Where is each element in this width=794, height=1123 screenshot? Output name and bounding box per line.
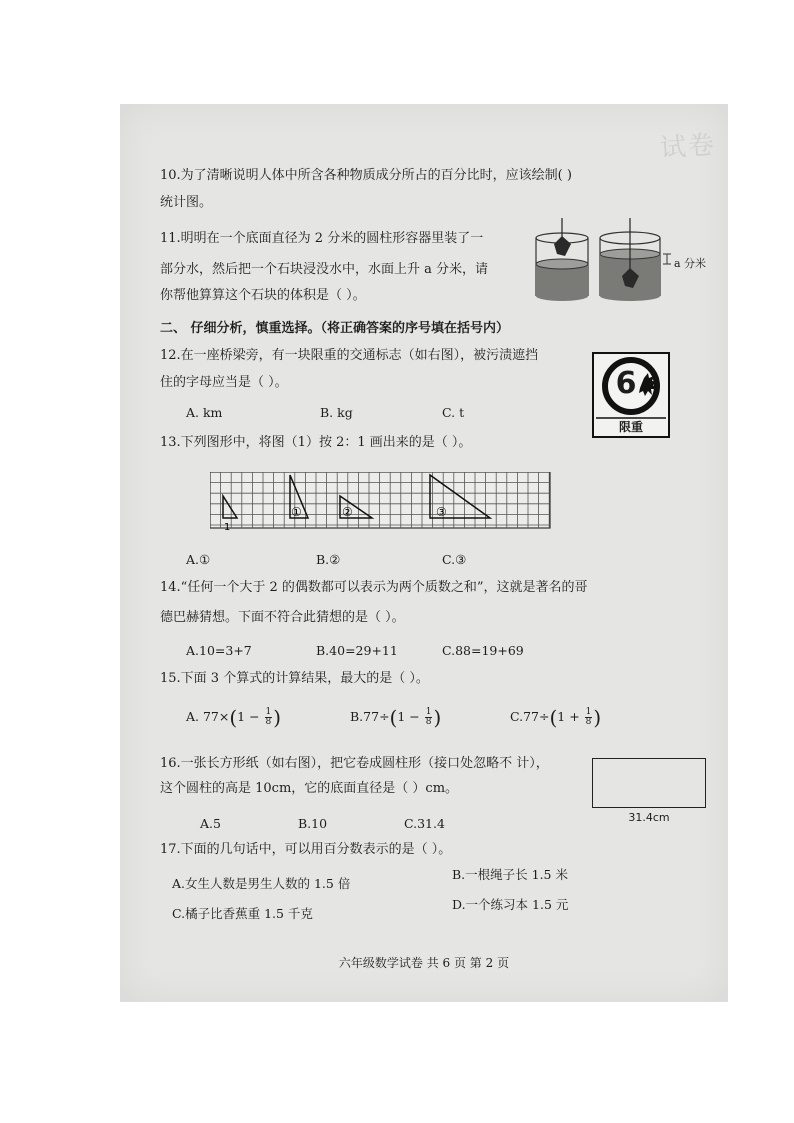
q17-option-b: B.一根绳子长 1.5 米 [452,867,568,882]
q15-b-one: 1 [397,709,406,724]
q13-grid-figure [210,472,554,530]
q13-shape-label-a: ① [291,505,302,519]
q13-shape-label-1: 1 [224,522,231,530]
q15-b-frac-den: 8 [425,717,432,727]
section2-heading: 二、 仔细分析，慎重选择。（将正确答案的序号填在括号内） [160,321,510,336]
sign-number: 6 [615,366,637,401]
q12-option-c: C. t [442,405,465,420]
q11-line1: 11.明明在一个底面直径为 2 分米的圆柱形容器里装了一 [160,231,484,246]
q14-line1: 14.“任何一个大于 2 的偶数都可以表示为两个质数之和”，这就是著名的哥 [160,580,588,595]
q15-option-b: B.77÷(1 − $\frac{1}{8}$ ) [350,705,442,730]
q10-line2: 统计图。 [160,195,213,210]
q15-a-op: − [245,709,264,724]
q17-stem: 17.下面的几句话中，可以用百分数表示的是（ ）。 [160,842,452,857]
q12-line1: 12.在一座桥梁旁，有一块限重的交通标志（如右图），被污渍遮挡 [160,348,539,363]
q13-option-b: B.② [316,552,341,567]
q15-c-frac-den: 8 [585,717,592,727]
q15-option-c-prefix: C.77÷ [510,709,550,724]
q17-option-d: D.一个练习本 1.5 元 [452,897,569,912]
q13-stem: 13.下列图形中，将图（1）按 2：1 画出来的是（ ）。 [160,435,472,450]
q14-line2: 德巴赫猜想。下面不符合此猜想的是（ ）。 [160,610,405,625]
q13-option-a: A.① [186,552,211,567]
q15-b-op: − [405,709,424,724]
q15-option-b-prefix: B.77÷ [350,709,390,724]
q15-b-frac-num: 1 [425,707,432,717]
weight-limit-sign [592,352,670,438]
q10-line1: 10.为了清晰说明人体中所含各种物质成分所占的百分比时，应该绘制( ) [160,168,572,183]
q15-a-one: 1 [237,709,246,724]
q16-rectangle-figure [592,758,706,808]
sign-caption: 限重 [618,420,643,434]
page-footer: 六年级数学试卷 共 6 页 第 2 页 [338,956,510,970]
q15-stem: 15.下面 3 个算式的计算结果，最大的是（ ）。 [160,671,429,686]
q11-line3: 你帮他算算这个石块的体积是（ ）。 [160,288,366,303]
q15-c-one: 1 [557,709,566,724]
q12-option-b: B. kg [320,405,353,420]
q15-a-frac-den: 8 [265,717,272,727]
q16-option-b: B.10 [298,816,328,831]
q11-line2: 部分水，然后把一个石块浸没水中，水面上升 a 分米，请 [160,262,489,277]
q17-option-c: C.橘子比香蕉重 1.5 千克 [172,906,313,921]
q13-option-c: C.③ [442,552,467,567]
q16-figure-label: 31.4cm [628,811,670,824]
q14-option-c: C.88=19+69 [442,643,524,658]
q15-option-c: C.77÷(1 + $\frac{1}{8}$ ) [510,705,602,730]
q16-line2: 这个圆柱的高是 10cm，它的底面直径是（ ）cm。 [160,781,459,796]
exam-page [120,104,728,1002]
q15-c-frac-num: 1 [585,707,592,717]
q15-option-a-prefix: A. 77× [186,709,230,724]
q16-line1: 16.一张长方形纸（如右图），把它卷成圆柱形（接口处忽略不 计）， [160,756,549,771]
q17-option-a: A.女生人数是男生人数的 1.5 倍 [172,876,351,891]
q15-c-op: + [565,709,584,724]
q13-shape-label-c: ③ [436,505,447,519]
q12-line2: 住的字母应当是（ ）。 [160,375,288,390]
q15-a-frac-num: 1 [265,707,272,717]
q14-option-b: B.40=29+11 [316,643,398,658]
q13-shape-label-b: ② [342,505,353,519]
q16-option-c: C.31.4 [404,816,445,831]
q16-option-a: A.5 [200,816,221,831]
q12-option-a: A. km [186,405,223,420]
q11-figure-label: a 分米 [674,257,707,270]
q14-option-a: A.10=3+7 [186,643,252,658]
q15-option-a: A. 77×(1 − $\frac{1}{8}$ ) [186,705,282,730]
ghost-stamp: 试卷 [659,130,718,164]
